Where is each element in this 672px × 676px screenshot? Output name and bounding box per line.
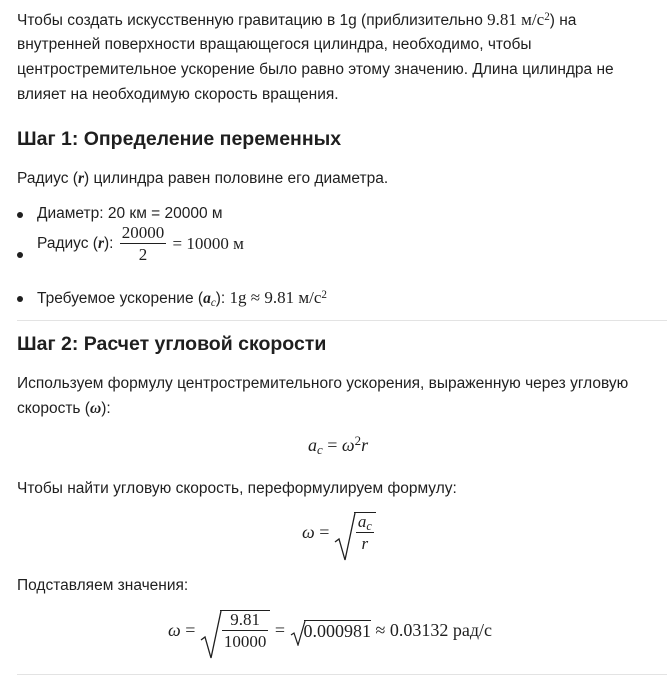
formula-substitution: ω = $\frac{9.81}{10000}$ = 0.000981 ≈ 0.03132 рад/с bbox=[168, 610, 492, 651]
intro-line-2: внутренней поверхности вращающегося цилиндра, необходимо, чтобы bbox=[17, 36, 532, 53]
step1-heading: Шаг 1: Определение переменных bbox=[17, 128, 342, 150]
step2-text-1a: Используем формулу центростремительного ускорения, выраженную через угловую bbox=[17, 375, 629, 392]
formula-centripetal: $a_c = \omega^2r$ bbox=[308, 433, 369, 458]
step2-heading: Шаг 2: Расчет угловой скорости bbox=[17, 333, 327, 355]
bullet-dot bbox=[17, 212, 23, 218]
answer-content: Чтобы создать искусственную гравитацию в 1g (приблизительно 9.81 $м/с^2$) на внутренней поверхности вращающегося цилиндра, необходимо, чтобы центростремительное ускорение было равно этому значению. Длина цилиндра не влияет на необходимую скорость вращения. Шаг 1: Определение переменных Радиус (r) цилиндра равен половине его диаметра. Диаметр: 20 км = 20000 м Радиус (r): $\frac{20000}{2}$ = 10000 м Требуемое ускорение $(a_c)$: 1g ≈ 9.81 $м/с^2$ Шаг 2: Расчет угловой скорости Используем формулу центростремительного ускорения, выраженную через угловую скорость (ω): $a_c = \omega^2r$ Чтобы найти угловую скорость, переформулируем формулу: ω = $\frac{a_c}{r}$ Подставляем значения: ω = $\frac{9.81}{10000}$ = 0.000981 ≈ 0.03132 рад/с bbox=[0, 0, 672, 676]
step2-text-3: Подставляем значения: bbox=[17, 577, 189, 594]
step1-text: Радиус (r) цилиндра равен половине его диаметра. bbox=[17, 170, 389, 187]
step2-text-2: Чтобы найти угловую скорость, переформулируем формулу: bbox=[17, 480, 457, 497]
radius-fraction: $\frac{20000}{2}$ bbox=[121, 223, 165, 264]
bottom-divider bbox=[17, 674, 667, 675]
bullet-dot bbox=[17, 252, 23, 258]
sqrt-sign: 0.000981 bbox=[290, 620, 372, 642]
step2-text-1b: скорость (ω): bbox=[17, 400, 111, 417]
section-divider bbox=[17, 320, 667, 321]
bullet-dot bbox=[17, 296, 23, 302]
formula-omega: ω = $\frac{a_c}{r}$ bbox=[302, 512, 376, 553]
intro-line-4: влияет на необходимую скорость вращения. bbox=[17, 86, 339, 103]
sqrt-sign: $\frac{a_c}{r}$ bbox=[334, 512, 376, 553]
sqrt-sign: $\frac{9.81}{10000}$ bbox=[200, 610, 271, 651]
intro-line-1: Чтобы создать искусственную гравитацию в 1g (приблизительно 9.81 $м/с^2$) на bbox=[17, 10, 577, 29]
intro-line-3: центростремительное ускорение было равно этому значению. Длина цилиндра не bbox=[17, 61, 614, 78]
